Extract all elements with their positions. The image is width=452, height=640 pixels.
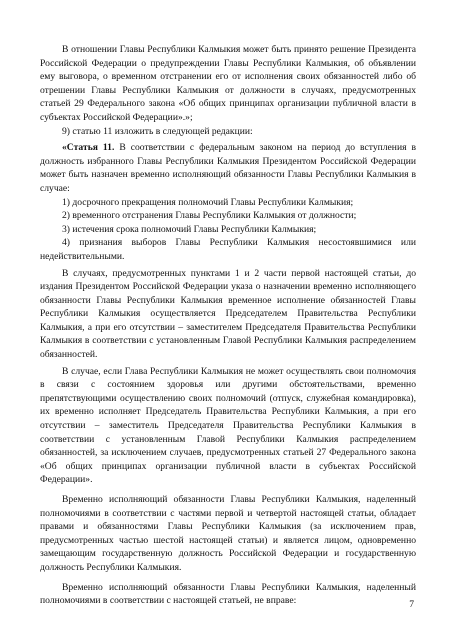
- article-list-item-4: 4) признания выборов Главы Республики Калмыкия несостоявшимися или недействительными.: [40, 237, 416, 262]
- article-paragraph-2: В случаях, предусмотренных пунктами 1 и 2 части первой настоящей статьи, до издания Президентом Российской Федерации указа о назначении временно исполняющего обязанности Главы Республики Калмыкия временное исполнение обязанностей Главы Республики Калмыкия осуществляется Председателем Правительства Республики Калмыкия, а при его отсутствии – заместителем Председателя Правительства Республики Калмыкия в соответствии с установленным Главой Республики Калмыкия распределением обязанностей.: [40, 267, 416, 361]
- article-list-item-1: 1) досрочного прекращения полномочий Главы Республики Калмыкия;: [62, 196, 354, 208]
- article-paragraph-5: Временно исполняющий обязанности Главы Республики Калмыкия, наделенный полномочиями в соответствии с настоящей статьей, не вправе:: [40, 581, 416, 607]
- paragraph-amendment-item-9: 9) статью 11 изложить в следующей редакции:: [62, 125, 253, 137]
- article-paragraph-4: Временно исполняющий обязанности Главы Республики Калмыкия, наделенный полномочиями в соответствии с частями первой и четвертой настоящей статьи, обладает правами и обязанностями Главы Республики Калмыкия (за исключением прав, предусмотренных частью шестой настоящей статьи) и является лицом, одновременно замещающим государственную должность Российской Федерации и государственную должность Республики Калмыкия.: [40, 494, 416, 573]
- document-body: [40, 43, 416, 608]
- article-list-item-3: 3) истечения срока полномочий Главы Республики Калмыкия;: [62, 223, 317, 235]
- article-11-heading: «Статья 11.: [62, 142, 115, 154]
- paragraph-assessment: В отношении Главы Республики Калмыкия может быть принято решение Президента Российской Федерации о предупреждении Главы Республики Калмыкия, об объявлении ему выговора, о временном отстранении его от исполнения своих обязанностей либо об отрешении Главы Республики Калмыкия от должности в случаях, предусмотренных статьей 29 Федерального закона «Об общих принципах организации публичной власти в субъектах Российской Федерации».»;: [40, 44, 416, 123]
- article-list-item-2: 2) временного отстранения Главы Республики Калмыкия от должности;: [62, 210, 357, 222]
- article-11-intro: [40, 141, 416, 195]
- page-number: 7: [409, 599, 414, 610]
- article-11-intro-text: В соответствии с федеральным законом на период до вступления в должность избранного Главы Республики Калмыкия Президентом Российской Федерации может быть назначен временно исполняющий обязанности Главы Республики Калмыкия в случае:: [40, 142, 416, 194]
- article-paragraph-3: В случае, если Глава Республики Калмыкия не может осуществлять свои полномочия в связи с состоянием здоровья или другими обстоятельствами, временно препятствующими осуществлению своих полномочий (отпуск, служебная командировка), их временно исполняет Председатель Правительства Республики Калмыкия, а при его отсутствии – заместитель Председателя Правительства Республики Калмыкия в соответствии с установленным Главой Республики Калмыкия распределением обязанностей, за исключением случаев, предусмотренных статьей 27 Федерального закона «Об общих принципах организации публичной власти в субъектах Российской Федерации».: [40, 365, 416, 486]
